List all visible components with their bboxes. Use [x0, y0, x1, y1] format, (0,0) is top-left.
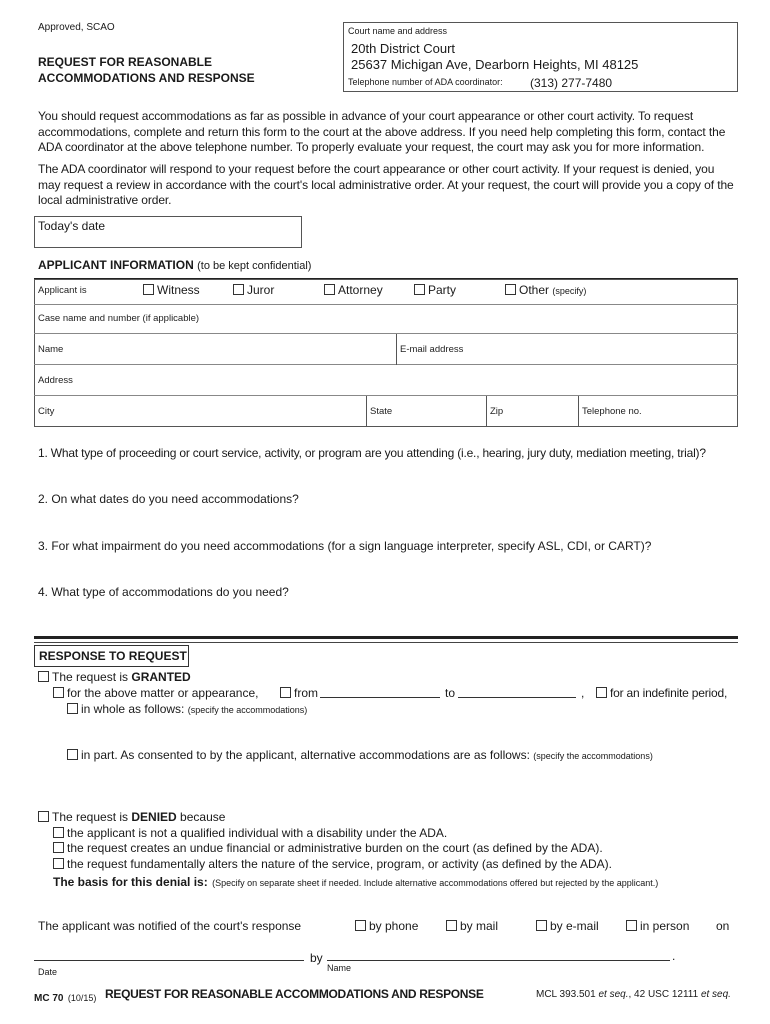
court-address: 25637 Michigan Ave, Dearborn Heights, MI 48125: [351, 57, 639, 72]
question-2: 2. On what dates do you need accommodations?: [38, 492, 299, 506]
part-option[interactable]: [67, 748, 653, 762]
phone-method-label: by phone: [369, 919, 419, 933]
intro-paragraph-2: The ADA coordinator will respond to your request before the court appearance or other court activity. If your request is denied, you may request a review in accordance with the court's local administrative order. At your request, the court will provide you a copy of the local administrative order.: [38, 162, 734, 207]
case-label: Case name and number (if applicable): [38, 313, 200, 324]
basis-label: The basis for this denial is:: [53, 875, 208, 889]
email-method-label: by e-mail: [550, 919, 599, 933]
denied-word: DENIED: [131, 810, 177, 824]
row-divider-2: [34, 333, 738, 334]
role-party[interactable]: [414, 283, 456, 297]
whole-label: in whole as follows:: [81, 702, 185, 716]
by-label: by: [310, 951, 323, 965]
ada-phone-label: Telephone number of ADA coordinator:: [348, 77, 503, 87]
todays-date-field[interactable]: [34, 216, 302, 248]
from-checkbox[interactable]: [280, 687, 291, 698]
row-divider-1: [34, 304, 738, 305]
citation-part-c: , 42 USC 12111: [628, 989, 701, 1000]
role-juror[interactable]: [233, 283, 274, 297]
juror-checkbox[interactable]: [233, 284, 244, 295]
form-title-line2: ACCOMMODATIONS AND RESPONSE: [38, 71, 255, 85]
to-label: to: [445, 686, 456, 700]
denied-suffix: because: [176, 810, 226, 824]
method-phone[interactable]: [355, 919, 418, 933]
other-label: Other: [519, 283, 550, 297]
footer-title: REQUEST FOR REASONABLE ACCOMMODATIONS AND RESPONSE: [105, 987, 484, 1001]
reason-undue-burden[interactable]: [53, 841, 603, 855]
court-name: 20th District Court: [351, 41, 456, 56]
part-label: in part. As consented to by the applicant, alternative accommodations are as follows:: [81, 748, 530, 762]
granted-option[interactable]: [38, 670, 191, 684]
applicant-heading: APPLICANT INFORMATION (to be kept confidential): [38, 258, 312, 272]
denied-checkbox[interactable]: [38, 811, 49, 822]
on-label: on: [716, 919, 730, 933]
name-line[interactable]: [327, 960, 670, 961]
whole-checkbox[interactable]: [67, 703, 78, 714]
reason-2-checkbox[interactable]: [53, 842, 64, 853]
other-checkbox[interactable]: [505, 284, 516, 295]
from-label: from: [294, 686, 318, 700]
juror-label: Juror: [247, 283, 275, 297]
response-heading-box: [34, 645, 189, 667]
party-checkbox[interactable]: [414, 284, 425, 295]
question-3: 3. For what impairment do you need accommodations (for a sign language interpreter, specify ASL, CDI, or CART)?: [38, 539, 652, 553]
mail-checkbox[interactable]: [446, 920, 457, 931]
matter-checkbox[interactable]: [53, 687, 64, 698]
form-title-line1: REQUEST FOR REASONABLE: [38, 55, 213, 69]
attorney-label: Attorney: [338, 283, 383, 297]
name-caption: Name: [327, 963, 352, 973]
from-option[interactable]: [280, 686, 318, 700]
basis-note: (Specify on separate sheet if needed. Include alternative accommodations offered but rejected by the applicant.): [212, 878, 659, 888]
denied-prefix: The request is: [52, 810, 132, 824]
granted-prefix: The request is: [52, 670, 132, 684]
party-label: Party: [428, 283, 457, 297]
date-line[interactable]: [34, 960, 304, 961]
city-label: City: [38, 406, 55, 417]
method-mail[interactable]: [446, 919, 498, 933]
method-in-person[interactable]: [626, 919, 689, 933]
state-zip-divider: [486, 396, 487, 427]
from-date-line[interactable]: [320, 697, 440, 698]
response-divider-thin: [34, 642, 738, 643]
form-code: MC 70: [34, 993, 64, 1004]
citation-part-a: MCL 393.501: [536, 989, 599, 1000]
date-caption: Date: [38, 967, 58, 977]
witness-checkbox[interactable]: [143, 284, 154, 295]
citation-part-b: et seq.: [598, 989, 629, 1000]
basis-row: [53, 873, 658, 891]
granted-checkbox[interactable]: [38, 671, 49, 682]
to-date-line[interactable]: [458, 697, 576, 698]
applicant-grid-top-rule: [34, 278, 738, 279]
state-label: State: [370, 406, 393, 417]
indefinite-option[interactable]: [596, 686, 727, 700]
from-to-comma: ,: [581, 686, 585, 700]
whole-option[interactable]: [67, 702, 307, 716]
granted-word: GRANTED: [131, 670, 191, 684]
zip-phone-divider: [578, 396, 579, 427]
part-checkbox[interactable]: [67, 749, 78, 760]
form-revision: (10/15): [67, 993, 97, 1003]
applicant-grid: [34, 279, 738, 427]
name-line-period: .: [672, 949, 676, 963]
approved-label: Approved, SCAO: [38, 22, 115, 33]
role-other[interactable]: [505, 283, 586, 297]
reason-3-checkbox[interactable]: [53, 858, 64, 869]
row-divider-3: [34, 364, 738, 365]
mail-method-label: by mail: [460, 919, 499, 933]
row-divider-4: [34, 395, 738, 396]
footer-citation: [536, 989, 731, 1000]
response-heading: RESPONSE TO REQUEST: [39, 649, 187, 663]
reason-not-qualified[interactable]: [53, 826, 447, 840]
denied-option[interactable]: [38, 810, 225, 824]
in-person-checkbox[interactable]: [626, 920, 637, 931]
form-footer-code: [34, 988, 96, 1006]
response-divider-thick: [34, 636, 738, 639]
question-4: 4. What type of accommodations do you need?: [38, 585, 289, 599]
notified-label: The applicant was notified of the court's response: [38, 919, 302, 933]
matter-label: for the above matter or appearance,: [67, 686, 259, 700]
applicant-is-label: Applicant is: [38, 285, 87, 296]
reason-fundamental-alteration[interactable]: [53, 857, 612, 871]
reason-1-label: the applicant is not a qualified individual with a disability under the ADA.: [67, 826, 448, 840]
witness-label: Witness: [157, 283, 200, 297]
zip-label: Zip: [490, 406, 504, 417]
role-witness[interactable]: [143, 283, 200, 297]
ada-phone: (313) 277-7480: [530, 76, 613, 90]
todays-date-label: Today's date: [38, 219, 106, 233]
email-label: E-mail address: [400, 344, 464, 355]
phone-checkbox[interactable]: [355, 920, 366, 931]
indefinite-checkbox[interactable]: [596, 687, 607, 698]
court-label: Court name and address: [348, 26, 448, 36]
city-state-divider: [366, 396, 367, 427]
other-note: (specify): [552, 286, 587, 296]
whole-note: (specify the accommodations): [187, 705, 308, 715]
phone-label: Telephone no.: [582, 406, 642, 417]
method-email[interactable]: [536, 919, 599, 933]
question-1: 1. What type of proceeding or court service, activity, or program are you attending (i.e., hearing, jury duty, mediation meeting, trial)?: [38, 446, 706, 460]
part-note: (specify the accommodations): [533, 751, 653, 761]
name-label: Name: [38, 344, 64, 355]
intro-paragraph-1: You should request accommodations as far as possible in advance of your court appearance or other court activity. To request accommodations, complete and return this form to the court at the above address. If you need help completing this form, contact the ADA coordinator at the above telephone number. To properly evaluate your request, the court may ask you for more information.: [38, 109, 726, 154]
indefinite-label: for an indefinite period,: [610, 686, 728, 700]
reason-3-label: the request fundamentally alters the nature of the service, program, or activity (as defined by the ADA).: [67, 857, 612, 871]
citation-part-d: et seq.: [700, 989, 731, 1000]
name-email-divider: [396, 334, 397, 365]
attorney-checkbox[interactable]: [324, 284, 335, 295]
role-attorney[interactable]: [324, 283, 383, 297]
court-box: [343, 22, 738, 92]
address-label: Address: [38, 375, 73, 386]
reason-1-checkbox[interactable]: [53, 827, 64, 838]
reason-2-label: the request creates an undue financial or administrative burden on the court (as defined by the ADA).: [67, 841, 603, 855]
matter-option[interactable]: [53, 686, 258, 700]
in-person-method-label: in person: [640, 919, 690, 933]
email-checkbox[interactable]: [536, 920, 547, 931]
